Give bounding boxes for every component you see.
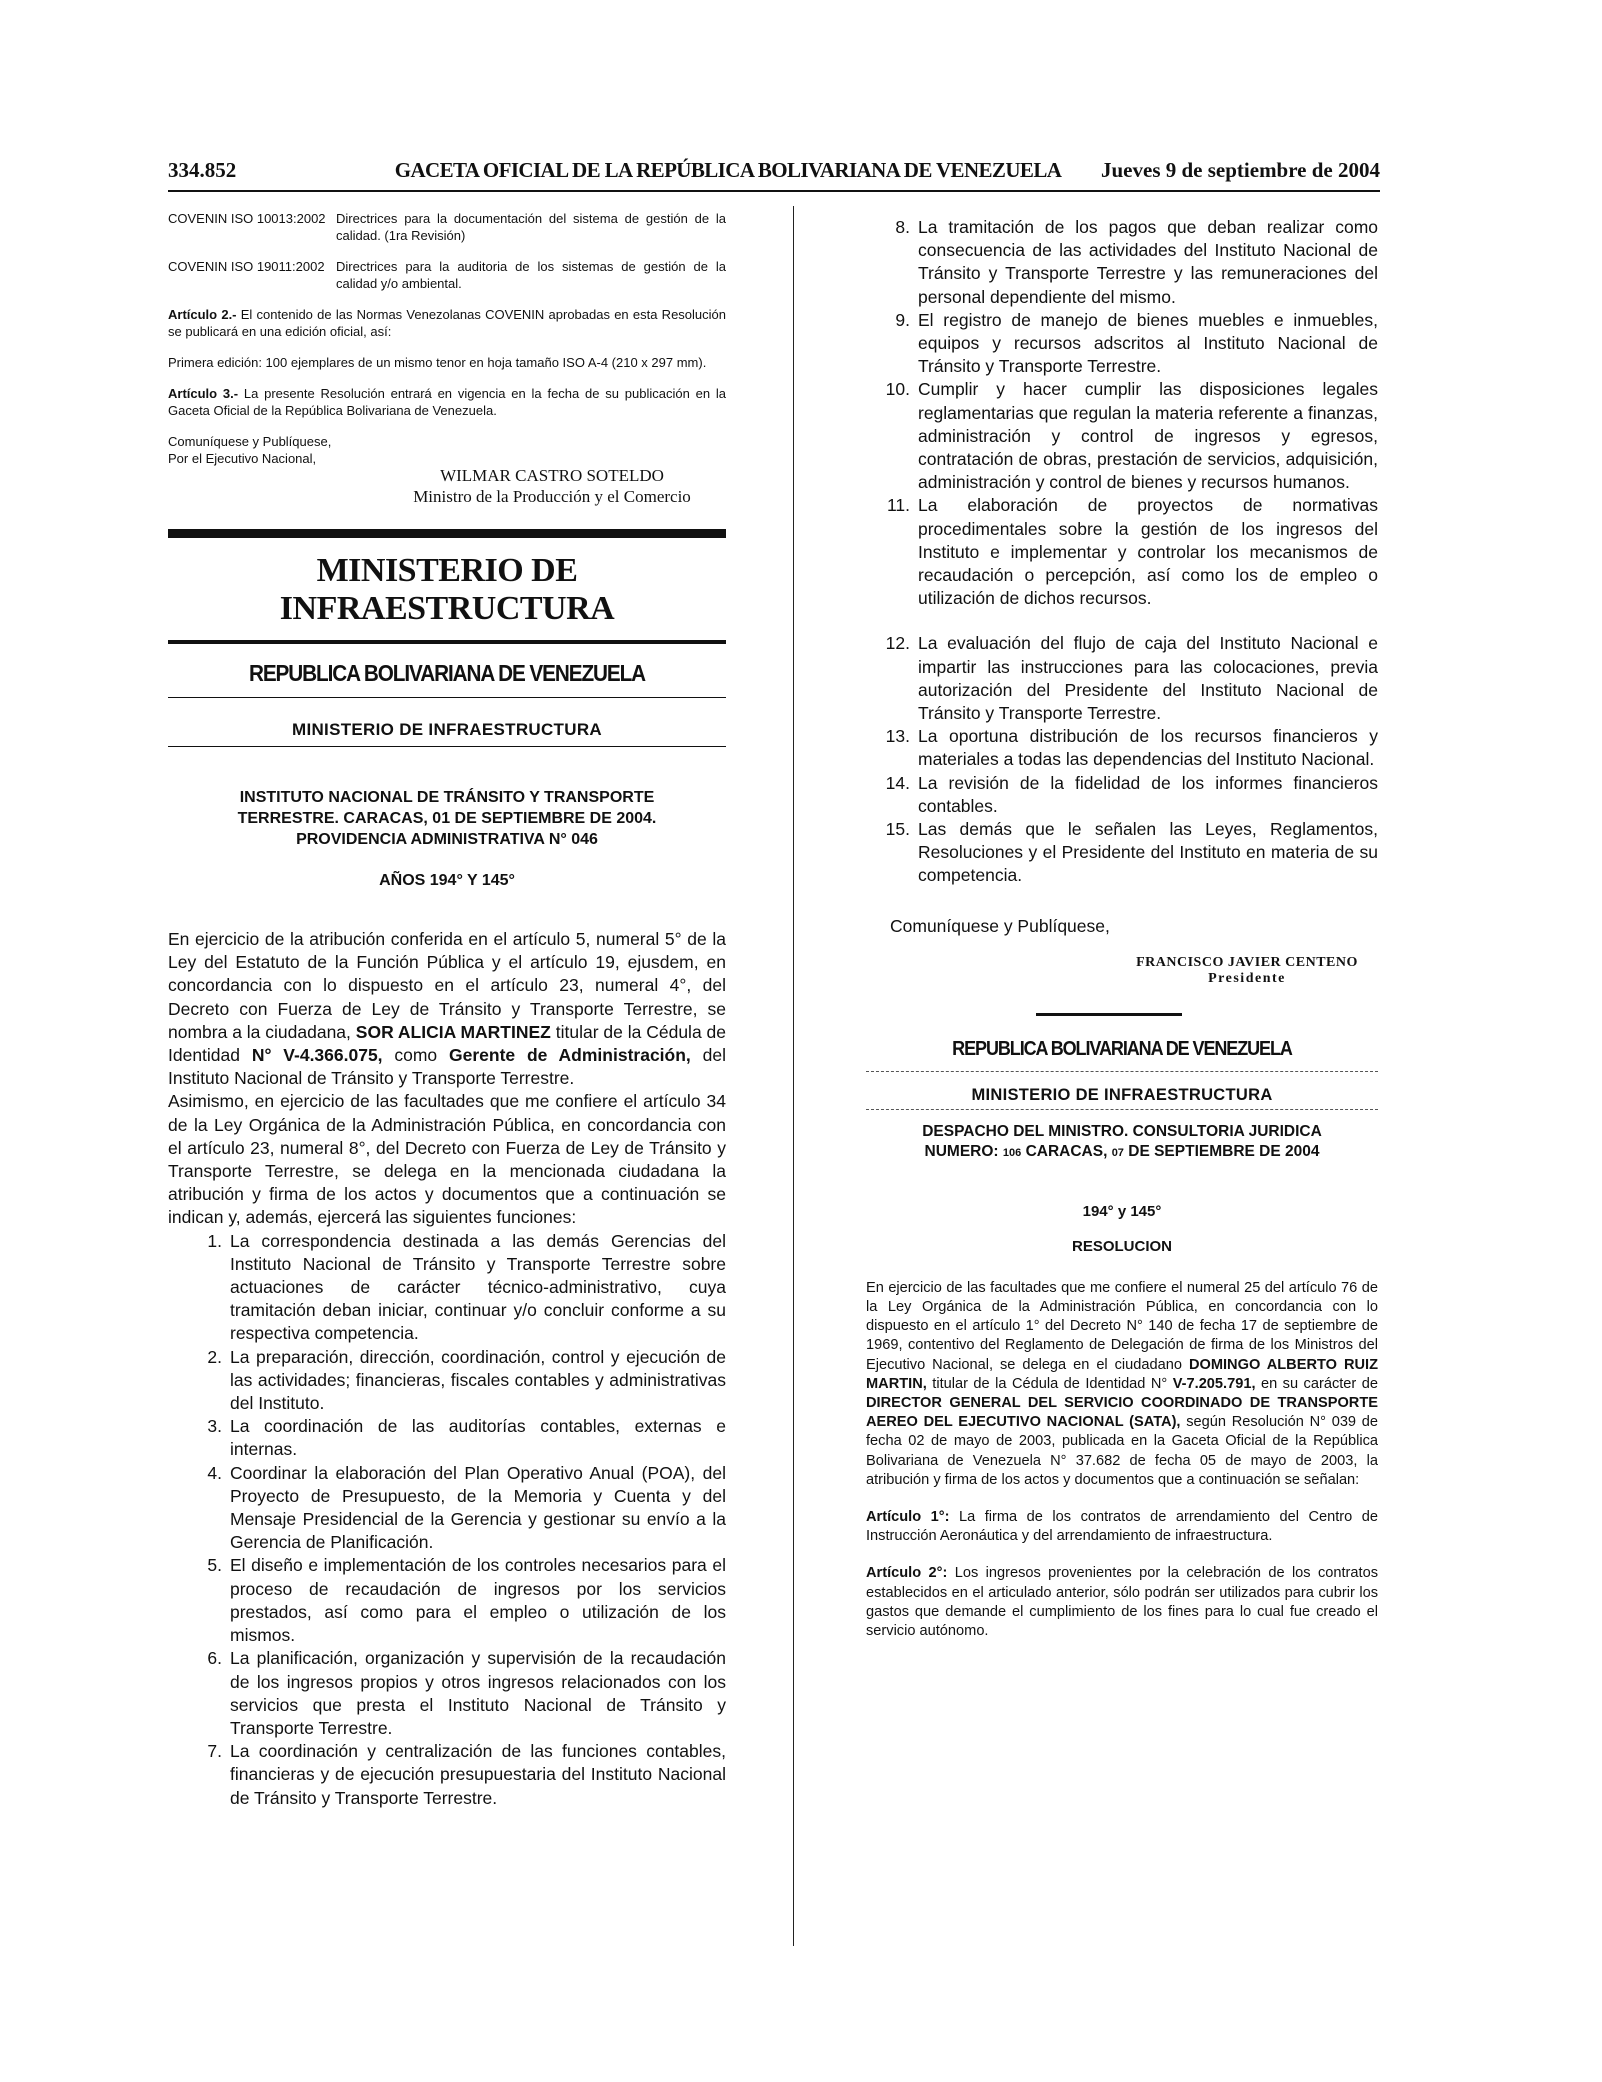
item-number: 1. [207,1230,222,1251]
closing-formula: Comuníquese y Publíquese, [168,434,332,449]
signer-name: FRANCISCO JAVIER CENTENO [1136,954,1358,970]
divider [168,697,726,698]
item-number: 4. [207,1462,222,1483]
institute-line: TERRESTRE. CARACAS, 01 DE SEPTIEMBRE DE 2004. [237,810,657,827]
item-text: La coordinación y centralización de las funciones contables, financieras y de ejecución presupuestaria del Instituto Nacional de Tránsito y Transporte Terrestre. [230,1741,726,1808]
delegate-role: DIRECTOR GENERAL DEL SERVICIO COORDINADO DE TRANSPORTE AEREO DEL EJECUTIVO NACIONAL (SATA), [866,1394,1378,1431]
item-text: La coordinación de las auditorías contables, externas e internas. [230,1416,726,1460]
providencia-number: PROVIDENCIA ADMINISTRATIVA N° 046 [296,831,598,848]
item-number: 7. [207,1741,222,1762]
delegate-name: DOMINGO ALBERTO RUIZ MARTIN, [866,1356,1378,1392]
column-divider [793,206,794,1946]
institute-heading [168,787,726,850]
functions-list [192,1230,726,1810]
right-column [866,216,1378,1641]
covenin-description: Directrices para la auditoria de los sistemas de gestión de la calidad y/o ambiental. [336,259,726,291]
item-text: El diseño e implementación de los controles necesarios para el proceso de recaudación de ingresos por los servicios prestados, así como para el empleo o utilización de los mismos. [230,1555,726,1646]
page-number: 334.852 [168,158,237,182]
article-label: Artículo 2°: [866,1565,948,1582]
despacho-line [866,1142,1378,1163]
delegation-paragraph: Asimismo, en ejercicio de las facultades que me confiere el artículo 34 de la Ley Orgánica de la Administración Pública, en concordancia con el artículo 23, numeral 8°, del Decreto con Fuerza de Ley de Tránsito y Transporte Terrestre, se delega en la mencionada ciudadana la atribución y firma de los actos y documentos que a continuación se indican y, además, ejercerá las siguientes funciones: [168,1091,726,1228]
item-number: 9. [895,309,910,330]
institute-line: INSTITUTO NACIONAL DE TRÁNSITO Y TRANSPORTE [239,789,655,806]
article-2 [866,1564,1378,1641]
item-number: 14. [885,772,910,793]
signer-title: Ministro de la Producción y el Comercio [413,487,691,506]
list-item [192,1647,726,1740]
section-rule [168,640,726,644]
paragraph-text: titular de la Cédula de Identidad [168,1021,726,1066]
years-line: AÑOS 194° Y 145° [379,872,515,889]
numero-value: 106 [1002,1146,1022,1159]
functions-list-continued [866,216,1378,888]
article-text: El contenido de las Normas Venezolanas COVENIN aprobadas en esta Resolución se publicará en una edición oficial, así: [168,307,726,339]
divider [866,1109,1378,1110]
item-number: 3. [207,1416,222,1437]
item-text: Cumplir y hacer cumplir las disposiciones legales reglamentarias que regulan la materia referente a finanzas, administración y control de ingresos y egresos, contratación de obras, prestación de servicios, adquisición, administración y control de bienes y recursos humanos. [918,379,1378,493]
item-number: 10. [885,379,910,400]
item-number: 12. [885,633,910,654]
despacho-heading [866,1122,1378,1163]
item-text: La planificación, organización y supervisión de la recaudación de los ingresos propios y otros ingresos relacionados con los servicios que presta el Instituto Nacional de Tránsito y Transporte Terrestre. [230,1648,726,1738]
covenin-entry [168,258,726,292]
divider [866,1071,1378,1072]
item-text: La preparación, dirección, coordinación, control y ejecución de las actividades; financieras, fiscales contables y administrativas del Instituto. [230,1346,726,1414]
list-item [866,216,1378,309]
article-text: La firma de los contratos de arrendamiento del Centro de Instrucción Aeronáutica y del arrendamiento de infraestructura. [866,1508,1379,1545]
month-year: DE SEPTIEMBRE DE 2004 [1128,1142,1320,1160]
section-bar [168,529,726,538]
item-number: 13. [885,726,910,747]
numero-label: NUMERO: [924,1142,999,1160]
signer-title: Presidente [1208,970,1286,986]
closing-formula: Comuníquese y Publíquese, [890,915,1110,936]
article-text: La presente Resolución entrará en vigencia en la fecha de su publicación en la Gaceta Oficial de la República Bolivariana de Venezuela. [168,386,726,418]
list-item [192,1230,726,1346]
item-text: La tramitación de los pagos que deban realizar como consecuencia de las actividades del Instituto Nacional de Tránsito y Transporte Terrestre y las remuneraciones del personal dependiente del mismo. [918,217,1378,307]
item-number: 2. [207,1346,222,1367]
article-1 [866,1508,1378,1546]
page-header [168,158,1380,188]
item-text: Las demás que le señalen las Leyes, Reglamentos, Resoluciones y el Presidente del Instituto en materia de su competencia. [918,819,1378,886]
article-3 [168,385,726,419]
years-line: 194° y 145° [1082,1202,1162,1220]
signer-name: WILMAR CASTRO SOTELDO [440,466,664,485]
executive-line: Por el Ejecutivo Nacional, [168,451,317,466]
covenin-code: COVENIN ISO 19011:2002 [168,259,325,274]
list-item [866,632,1378,725]
article-2 [168,306,726,340]
list-item [866,309,1378,379]
day: 07 [1111,1146,1124,1159]
id-number: N° V-4.366.075, [251,1045,383,1066]
item-number: 11. [886,495,910,516]
paragraph-text: como [394,1045,438,1066]
item-number: 6. [207,1648,222,1669]
paragraph-text: En ejercicio de las facultades que me confiere el numeral 25 del artículo 76 de la Ley Orgánica de la Administración Pública, en concordancia con lo dispuesto en el artículo 1° del Decreto N° 140 de fecha 17 de septiembre de 1969, contentivo del Reglamento de Delegación de firma de los Ministros del Ejecutivo Nacional, se delega en el ciudadano [866,1279,1378,1373]
item-text: La elaboración de proyectos de normativas procedimentales sobre la gestión de los ingresos del Instituto e implementar y controlar los mecanismos de recaudación o percepción, así como los de empleo o utilización de dichos recursos. [918,495,1378,609]
list-item [192,1462,726,1555]
ministry-heading: MINISTERIO DE INFRAESTRUCTURA [971,1085,1273,1104]
city: CARACAS, [1025,1142,1108,1160]
edition-note: Primera edición: 100 ejemplares de un mismo tenor en hoja tamaño ISO A-4 (210 x 297 mm). [168,355,707,370]
article-label: Artículo 1°: [866,1508,950,1525]
paragraph-text: titular de la Cédula de Identidad N° [932,1375,1168,1392]
section-bar [1036,1013,1182,1016]
republic-heading: REPUBLICA BOLIVARIANA DE VENEZUELA [952,1037,1292,1060]
gazette-title: GACETA OFICIAL DE LA REPÚBLICA BOLIVARIANA DE VENEZUELA [394,158,1062,182]
issue-date: Jueves 9 de septiembre de 2004 [1101,158,1380,182]
item-number: 8. [895,217,910,237]
despacho-line: DESPACHO DEL MINISTRO. CONSULTORIA JURIDICA [922,1122,1322,1140]
republic-heading: REPUBLICA BOLIVARIANA DE VENEZUELA [248,660,646,686]
left-column [168,210,726,1810]
list-item [192,1740,726,1810]
signature-block [866,955,1378,987]
covenin-code: COVENIN ISO 10013:2002 [168,211,326,226]
appointment-paragraph [168,928,726,1230]
list-item [866,772,1378,818]
id-number: V-7.205.791, [1172,1375,1256,1392]
list-item [866,378,1378,494]
paragraph-text: del Instituto Nacional de Tránsito y Transporte Terrestre. [168,1045,726,1089]
covenin-entry [168,210,726,244]
ministry-subheading: MINISTERIO DE INFRAESTRUCTURA [292,720,602,739]
divider [168,746,726,747]
item-text: La revisión de la fidelidad de los informes financieros contables. [918,772,1378,816]
paragraph-text: En ejercicio de la atribución conferida en el artículo 5, numeral 5° de la Ley del Estatuto de la Función Pública y el artículo 19, ejusdem, en concordancia con lo dispuesto en el artículo 23, numeral 4°, del Decreto con Fuerza de Ley de Tránsito y Transporte Terrestre, se nombra a la ciudadana, [168,929,726,1042]
article-text: Los ingresos provenientes por la celebración de los contratos establecidos en el articulado anterior, sólo podrán ser utilizados para cubrir los gastos que demande el cumplimiento de los fines para lo cual fue creado el servicio autónomo. [866,1565,1379,1639]
list-item [192,1346,726,1416]
article-label: Artículo 3.- [168,386,239,401]
paragraph-text: según Resolución N° 039 de fecha 02 de mayo de 2003, publicada en la Gaceta Oficial de la República Bolivariana de Venezuela N° 37.682 de fecha 05 de mayo de 2003, la atribución y firma de los actos y documentos que a continuación se señalan: [866,1414,1379,1488]
list-item [192,1415,726,1461]
appointee-name: SOR ALICIA MARTINEZ [355,1021,551,1042]
item-text: El registro de manejo de bienes muebles e inmuebles, equipos y recursos adscritos al Instituto Nacional de Tránsito y Transporte Terrestre. [918,309,1378,377]
list-item [866,818,1378,888]
item-number: 5. [207,1555,222,1576]
list-item [866,725,1378,771]
item-number: 15. [885,819,910,840]
article-label: Artículo 2.- [168,307,237,322]
item-text: La correspondencia destinada a las demás Gerencias del Instituto Nacional de Tránsito y Transporte Terrestre sobre actuaciones de carácter técnico-administrativo, cuya tramitación deban iniciar, continuar y/o concluir conforme a su respectiva competencia. [230,1230,726,1344]
appointee-role: Gerente de Administración, [449,1045,691,1066]
covenin-description: Directrices para la documentación del sistema de gestión de la calidad. (1ra Revisión) [336,211,726,243]
list-item [192,1554,726,1647]
resolution-title: RESOLUCION [1071,1237,1172,1255]
paragraph-text: en su carácter de [1260,1375,1378,1392]
item-text: Coordinar la elaboración del Plan Operativo Anual (POA), del Proyecto de Presupuesto, de la Memoria y Cuenta y del Mensaje Presidencial de la Gerencia y gestionar su envío a la Gerencia de Planificación. [230,1462,726,1553]
item-text: La oportuna distribución de los recursos financieros y materiales a todas las dependencias del Instituto Nacional. [918,726,1378,770]
list-item [866,494,1378,610]
header-rule [168,190,1380,192]
item-text: La evaluación del flujo de caja del Instituto Nacional e impartir las instrucciones para las colocaciones, previa autorización del Presidente del Instituto Nacional de Tránsito y Transporte Terrestre. [918,633,1378,724]
ministry-heading: MINISTERIO DE INFRAESTRUCTURA [279,552,615,627]
resolution-paragraph [866,1279,1378,1490]
